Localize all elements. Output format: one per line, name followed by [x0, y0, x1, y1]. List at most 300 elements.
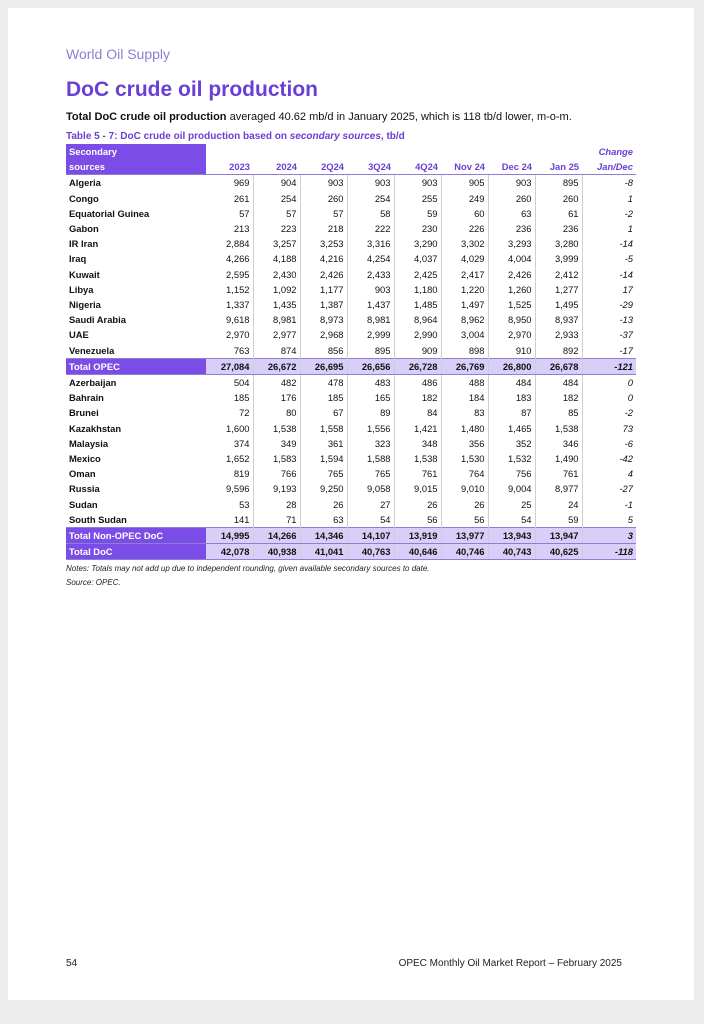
value-cell: 1,092 — [253, 282, 300, 297]
value-cell: 1,600 — [206, 421, 253, 436]
value-cell: 349 — [253, 436, 300, 451]
value-cell: 2,417 — [441, 267, 488, 282]
value-cell: 1,558 — [300, 421, 347, 436]
value-cell: 218 — [300, 221, 347, 236]
value-cell: 2,933 — [535, 327, 582, 342]
table-body — [66, 175, 636, 560]
row-label: Kazakhstan — [69, 422, 122, 434]
column-header — [300, 144, 347, 159]
value-cell: 27,084 — [206, 358, 253, 374]
change-cell: 17 — [622, 283, 633, 295]
column-header: 2023 — [206, 159, 253, 175]
value-cell: 27 — [347, 497, 394, 512]
value-cell: 9,193 — [253, 481, 300, 496]
row-label: UAE — [69, 329, 89, 341]
table-row — [66, 497, 636, 512]
value-cell: 765 — [300, 466, 347, 481]
change-cell: -42 — [619, 453, 633, 465]
column-header: Change — [598, 146, 633, 157]
row-label: Mexico — [69, 453, 101, 465]
table-row — [66, 436, 636, 451]
table-row — [66, 282, 636, 297]
value-cell: 13,947 — [535, 528, 582, 544]
value-cell: 26,800 — [488, 358, 535, 374]
value-cell: 41,041 — [300, 544, 347, 560]
table-row — [66, 466, 636, 481]
column-header: 3Q24 — [347, 159, 394, 175]
value-cell: 903 — [347, 282, 394, 297]
row-label: Iraq — [69, 253, 87, 265]
value-cell: 54 — [488, 512, 535, 528]
value-cell: 4,037 — [394, 251, 441, 266]
value-cell: 40,746 — [441, 544, 488, 560]
column-header: 2024 — [253, 159, 300, 175]
value-cell: 230 — [394, 221, 441, 236]
value-cell: 8,962 — [441, 312, 488, 327]
value-cell: 9,058 — [347, 481, 394, 496]
row-label: Azerbaijan — [69, 377, 117, 389]
value-cell: 4,188 — [253, 251, 300, 266]
value-cell: 969 — [206, 175, 253, 191]
value-cell: 9,004 — [488, 481, 535, 496]
table-caption — [66, 131, 405, 142]
value-cell: 874 — [253, 343, 300, 359]
table-header — [66, 144, 636, 175]
value-cell: 2,977 — [253, 327, 300, 342]
value-cell: 83 — [441, 405, 488, 420]
value-cell: 1,480 — [441, 421, 488, 436]
table-caption-main: Table 5 - 7: DoC crude oil production based on — [66, 131, 290, 142]
value-cell: 2,970 — [488, 327, 535, 342]
change-cell: -1 — [624, 498, 633, 510]
value-cell: 26,695 — [300, 358, 347, 374]
value-cell: 761 — [394, 466, 441, 481]
row-label: Oman — [69, 468, 96, 480]
change-cell: -2 — [624, 207, 633, 219]
value-cell: 87 — [488, 405, 535, 420]
value-cell: 3,280 — [535, 236, 582, 251]
value-cell: 2,990 — [394, 327, 441, 342]
value-cell: 80 — [253, 405, 300, 420]
row-label: Venezuela — [69, 344, 115, 356]
row-label: South Sudan — [69, 513, 127, 525]
total-row — [66, 544, 636, 560]
column-header: Dec 24 — [488, 159, 535, 175]
value-cell: 72 — [206, 405, 253, 420]
value-cell: 905 — [441, 175, 488, 191]
value-cell: 8,964 — [394, 312, 441, 327]
table-row — [66, 512, 636, 528]
value-cell: 765 — [347, 466, 394, 481]
value-cell: 56 — [394, 512, 441, 528]
value-cell: 9,010 — [441, 481, 488, 496]
value-cell: 89 — [347, 405, 394, 420]
value-cell: 226 — [441, 221, 488, 236]
value-cell: 60 — [441, 206, 488, 221]
value-cell: 3,316 — [347, 236, 394, 251]
value-cell: 482 — [253, 375, 300, 391]
value-cell: 1,337 — [206, 297, 253, 312]
value-cell: 356 — [441, 436, 488, 451]
change-cell: 73 — [622, 422, 633, 434]
value-cell: 14,995 — [206, 528, 253, 544]
value-cell: 348 — [394, 436, 441, 451]
column-header: Nov 24 — [441, 159, 488, 175]
value-cell: 8,981 — [347, 312, 394, 327]
value-cell: 59 — [394, 206, 441, 221]
value-cell: 1,437 — [347, 297, 394, 312]
value-cell: 2,426 — [488, 267, 535, 282]
row-label: Equatorial Guinea — [69, 207, 150, 219]
value-cell: 26,769 — [441, 358, 488, 374]
value-cell: 185 — [206, 390, 253, 405]
row-label: Brunei — [69, 407, 99, 419]
value-cell: 57 — [253, 206, 300, 221]
value-cell: 2,970 — [206, 327, 253, 342]
value-cell: 1,556 — [347, 421, 394, 436]
value-cell: 763 — [206, 343, 253, 359]
table-caption-end: , tb/d — [380, 131, 405, 142]
value-cell: 3,293 — [488, 236, 535, 251]
page-title: DoC crude oil production — [66, 78, 318, 101]
value-cell: 1,495 — [535, 297, 582, 312]
value-cell: 261 — [206, 191, 253, 206]
section-label: World Oil Supply — [66, 46, 171, 62]
value-cell: 4,029 — [441, 251, 488, 266]
production-table — [66, 144, 636, 560]
value-cell: 40,743 — [488, 544, 535, 560]
value-cell: 236 — [535, 221, 582, 236]
table-row — [66, 267, 636, 282]
value-cell: 26,728 — [394, 358, 441, 374]
value-cell: 84 — [394, 405, 441, 420]
value-cell: 895 — [347, 343, 394, 359]
value-cell: 1,538 — [253, 421, 300, 436]
value-cell: 3,999 — [535, 251, 582, 266]
value-cell: 13,919 — [394, 528, 441, 544]
table-row — [66, 312, 636, 327]
column-header — [488, 144, 535, 159]
row-label: Libya — [69, 283, 94, 295]
value-cell: 909 — [394, 343, 441, 359]
change-cell: 0 — [627, 392, 633, 404]
change-cell: -29 — [619, 299, 633, 311]
table-row — [66, 390, 636, 405]
value-cell: 2,425 — [394, 267, 441, 282]
value-cell: 185 — [300, 390, 347, 405]
table-row — [66, 297, 636, 312]
value-cell: 255 — [394, 191, 441, 206]
value-cell: 2,999 — [347, 327, 394, 342]
total-row — [66, 528, 636, 544]
value-cell: 260 — [488, 191, 535, 206]
table-row — [66, 343, 636, 359]
value-cell: 903 — [347, 175, 394, 191]
value-cell: 141 — [206, 512, 253, 528]
value-cell: 2,430 — [253, 267, 300, 282]
value-cell: 2,595 — [206, 267, 253, 282]
value-cell: 504 — [206, 375, 253, 391]
value-cell: 26 — [394, 497, 441, 512]
column-header: sources — [66, 159, 206, 175]
row-label: Kuwait — [69, 268, 100, 280]
value-cell: 26,656 — [347, 358, 394, 374]
value-cell: 9,618 — [206, 312, 253, 327]
table-row — [66, 375, 636, 391]
value-cell: 1,277 — [535, 282, 582, 297]
value-cell: 165 — [347, 390, 394, 405]
value-cell: 819 — [206, 466, 253, 481]
value-cell: 903 — [394, 175, 441, 191]
column-header: 2Q24 — [300, 159, 347, 175]
value-cell: 1,652 — [206, 451, 253, 466]
value-cell: 4,266 — [206, 251, 253, 266]
change-cell: 4 — [627, 468, 633, 480]
value-cell: 61 — [535, 206, 582, 221]
value-cell: 42,078 — [206, 544, 253, 560]
table-row — [66, 481, 636, 496]
table-row — [66, 175, 636, 191]
value-cell: 8,981 — [253, 312, 300, 327]
value-cell: 222 — [347, 221, 394, 236]
value-cell: 3,302 — [441, 236, 488, 251]
value-cell: 26,672 — [253, 358, 300, 374]
value-cell: 1,497 — [441, 297, 488, 312]
value-cell: 903 — [488, 175, 535, 191]
value-cell: 71 — [253, 512, 300, 528]
value-cell: 484 — [488, 375, 535, 391]
change-cell: -8 — [624, 177, 633, 189]
change-cell: 1 — [627, 223, 633, 235]
value-cell: 2,433 — [347, 267, 394, 282]
change-cell: 0 — [627, 377, 633, 389]
value-cell: 486 — [394, 375, 441, 391]
table-notes: Notes: Totals may not add up due to independent rounding, given available secondary sources to date. — [66, 564, 430, 573]
value-cell: 63 — [488, 206, 535, 221]
table-row — [66, 421, 636, 436]
table-row — [66, 206, 636, 221]
column-header — [253, 144, 300, 159]
value-cell: 3,257 — [253, 236, 300, 251]
value-cell: 26,678 — [535, 358, 582, 374]
row-label: Congo — [69, 192, 99, 204]
value-cell: 1,260 — [488, 282, 535, 297]
value-cell: 323 — [347, 436, 394, 451]
value-cell: 67 — [300, 405, 347, 420]
value-cell: 1,490 — [535, 451, 582, 466]
value-cell: 1,177 — [300, 282, 347, 297]
row-label: Total DoC — [66, 544, 206, 560]
value-cell: 756 — [488, 466, 535, 481]
value-cell: 184 — [441, 390, 488, 405]
value-cell: 14,266 — [253, 528, 300, 544]
value-cell: 9,596 — [206, 481, 253, 496]
value-cell: 483 — [347, 375, 394, 391]
value-cell: 1,530 — [441, 451, 488, 466]
change-cell: -14 — [619, 238, 633, 250]
value-cell: 346 — [535, 436, 582, 451]
value-cell: 1,588 — [347, 451, 394, 466]
row-label: Saudi Arabia — [69, 314, 126, 326]
value-cell: 249 — [441, 191, 488, 206]
value-cell: 54 — [347, 512, 394, 528]
value-cell: 40,763 — [347, 544, 394, 560]
value-cell: 8,973 — [300, 312, 347, 327]
value-cell: 58 — [347, 206, 394, 221]
table-row — [66, 405, 636, 420]
value-cell: 2,884 — [206, 236, 253, 251]
value-cell: 898 — [441, 343, 488, 359]
value-cell: 361 — [300, 436, 347, 451]
change-cell: 3 — [582, 528, 636, 544]
value-cell: 4,254 — [347, 251, 394, 266]
value-cell: 4,216 — [300, 251, 347, 266]
value-cell: 1,465 — [488, 421, 535, 436]
value-cell: 260 — [300, 191, 347, 206]
value-cell: 213 — [206, 221, 253, 236]
value-cell: 4,004 — [488, 251, 535, 266]
report-name: OPEC Monthly Oil Market Report – February 2025 — [398, 958, 622, 969]
value-cell: 9,015 — [394, 481, 441, 496]
value-cell: 182 — [535, 390, 582, 405]
row-label: Nigeria — [69, 299, 101, 311]
value-cell: 766 — [253, 466, 300, 481]
value-cell: 1,421 — [394, 421, 441, 436]
change-cell: -5 — [624, 253, 633, 265]
value-cell: 14,107 — [347, 528, 394, 544]
row-label: Total Non-OPEC DoC — [66, 528, 206, 544]
table-caption-italic: secondary sources — [289, 131, 381, 142]
change-cell: 5 — [627, 513, 633, 525]
value-cell: 85 — [535, 405, 582, 420]
value-cell: 9,250 — [300, 481, 347, 496]
change-cell: -2 — [624, 407, 633, 419]
value-cell: 26 — [441, 497, 488, 512]
value-cell: 478 — [300, 375, 347, 391]
column-header: Jan 25 — [535, 159, 582, 175]
column-header: Jan/Dec — [582, 159, 636, 175]
value-cell: 764 — [441, 466, 488, 481]
value-cell: 176 — [253, 390, 300, 405]
value-cell: 1,220 — [441, 282, 488, 297]
row-label: Malaysia — [69, 437, 109, 449]
table-row — [66, 451, 636, 466]
value-cell: 25 — [488, 497, 535, 512]
page-number: 54 — [66, 958, 78, 969]
value-cell: 1,387 — [300, 297, 347, 312]
value-cell: 57 — [206, 206, 253, 221]
table-source: Source: OPEC. — [66, 578, 121, 587]
table-row — [66, 191, 636, 206]
value-cell: 8,950 — [488, 312, 535, 327]
header-row — [66, 144, 636, 159]
value-cell: 59 — [535, 512, 582, 528]
value-cell: 2,968 — [300, 327, 347, 342]
value-cell: 856 — [300, 343, 347, 359]
value-cell: 260 — [535, 191, 582, 206]
value-cell: 56 — [441, 512, 488, 528]
lead-text: averaged 40.62 mb/d in January 2025, which is 118 tb/d lower, m-o-m. — [226, 111, 572, 123]
row-label: Total OPEC — [66, 358, 206, 374]
value-cell: 13,943 — [488, 528, 535, 544]
column-header: Secondary — [66, 144, 206, 159]
row-label: Bahrain — [69, 392, 104, 404]
value-cell: 63 — [300, 512, 347, 528]
change-cell: -118 — [582, 544, 636, 560]
value-cell: 26 — [300, 497, 347, 512]
value-cell: 1,532 — [488, 451, 535, 466]
table-row — [66, 221, 636, 236]
value-cell: 488 — [441, 375, 488, 391]
value-cell: 761 — [535, 466, 582, 481]
column-header: 4Q24 — [394, 159, 441, 175]
value-cell: 8,977 — [535, 481, 582, 496]
value-cell: 236 — [488, 221, 535, 236]
value-cell: 892 — [535, 343, 582, 359]
total-row — [66, 358, 636, 374]
row-label: Russia — [69, 483, 100, 495]
value-cell: 903 — [300, 175, 347, 191]
value-cell: 24 — [535, 497, 582, 512]
value-cell: 13,977 — [441, 528, 488, 544]
value-cell: 910 — [488, 343, 535, 359]
value-cell: 40,625 — [535, 544, 582, 560]
value-cell: 14,346 — [300, 528, 347, 544]
change-cell: -121 — [582, 358, 636, 374]
value-cell: 2,412 — [535, 267, 582, 282]
table-row — [66, 251, 636, 266]
row-label: Algeria — [69, 177, 101, 189]
value-cell: 484 — [535, 375, 582, 391]
lead-paragraph — [66, 111, 572, 123]
column-header — [347, 144, 394, 159]
change-cell: -17 — [619, 344, 633, 356]
value-cell: 352 — [488, 436, 535, 451]
value-cell: 1,180 — [394, 282, 441, 297]
value-cell: 3,290 — [394, 236, 441, 251]
table-row — [66, 327, 636, 342]
lead-bold-text: Total DoC crude oil production — [66, 111, 227, 123]
value-cell: 904 — [253, 175, 300, 191]
value-cell: 1,538 — [394, 451, 441, 466]
value-cell: 3,004 — [441, 327, 488, 342]
change-cell: -6 — [624, 437, 633, 449]
value-cell: 182 — [394, 390, 441, 405]
value-cell: 895 — [535, 175, 582, 191]
value-cell: 254 — [347, 191, 394, 206]
column-header — [394, 144, 441, 159]
value-cell: 1,583 — [253, 451, 300, 466]
value-cell: 8,937 — [535, 312, 582, 327]
value-cell: 1,485 — [394, 297, 441, 312]
value-cell: 374 — [206, 436, 253, 451]
row-label: IR Iran — [69, 238, 99, 250]
column-header — [441, 144, 488, 159]
value-cell: 53 — [206, 497, 253, 512]
change-cell: -37 — [619, 329, 633, 341]
row-label: Gabon — [69, 223, 99, 235]
row-label: Sudan — [69, 498, 98, 510]
value-cell: 28 — [253, 497, 300, 512]
value-cell: 254 — [253, 191, 300, 206]
value-cell: 40,938 — [253, 544, 300, 560]
change-cell: -27 — [619, 483, 633, 495]
header-row — [66, 159, 636, 175]
value-cell: 57 — [300, 206, 347, 221]
report-page — [8, 8, 694, 1000]
value-cell: 1,594 — [300, 451, 347, 466]
value-cell: 1,152 — [206, 282, 253, 297]
